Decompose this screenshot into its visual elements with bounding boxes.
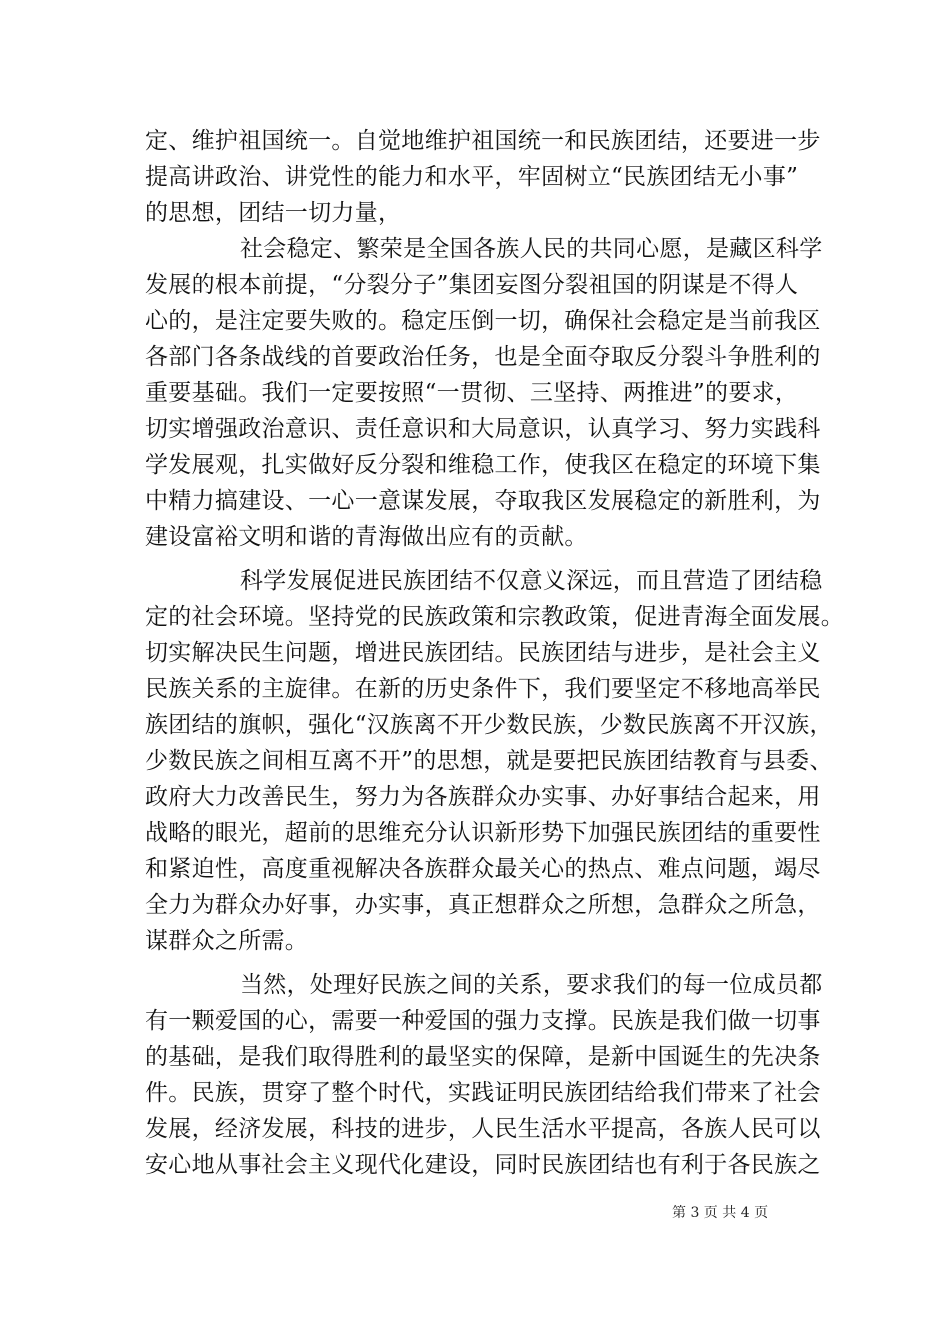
text-line: 提高讲政治、讲党性的能力和水平，牢固树立“民族团结无小事” [145,164,799,190]
text-line: 政府大力改善民生，努力为各族群众办实事、办好事结合起来，用 [145,784,821,810]
text-line: 切实增强政治意识、责任意识和大局意识，认真学习、努力实践科 [145,416,821,442]
text-line: 中精力搞建设、一心一意谋发展，夺取我区发展稳定的新胜利，为 [145,488,821,514]
text-line: 民族关系的主旋律。在新的历史条件下，我们要坚定不移地高举民 [145,676,821,702]
text-line: 各部门各条战线的首要政治任务，也是全面夺取反分裂斗争胜利的 [145,344,821,370]
text-line: 心的，是注定要失败的。稳定压倒一切，确保社会稳定是当前我区 [145,308,821,334]
text-line: 的基础，是我们取得胜利的最坚实的保障，是新中国诞生的先决条 [145,1044,821,1070]
text-line: 有一颗爱国的心，需要一种爱国的强力支撑。民族是我们做一切事 [145,1008,821,1034]
text-line: 的思想，团结一切力量， [145,200,402,226]
text-line: 建设富裕文明和谐的青海做出应有的贡献。 [145,524,588,550]
text-line: 定的社会环境。坚持党的民族政策和宗教政策，促进青海全面发展。 [145,604,844,630]
text-line: 社会稳定、繁荣是全国各族人民的共同心愿，是藏区科学 [240,236,823,262]
text-line: 谋群众之所需。 [145,928,309,954]
text-line: 发展的根本前提，“分裂分子”集团妄图分裂祖国的阴谋是不得人 [145,272,799,298]
text-line: 当然，处理好民族之间的关系，要求我们的每一位成员都 [240,972,823,998]
text-line: 学发展观，扎实做好反分裂和维稳工作，使我区在稳定的环境下集 [145,452,821,478]
text-line: 族团结的旗帜，强化“汉族离不开少数民族，少数民族离不开汉族， [145,712,833,738]
text-line: 件。民族，贯穿了整个时代，实践证明民族团结给我们带来了社会 [145,1080,821,1106]
text-line: 切实解决民生问题，增进民族团结。民族团结与进步，是社会主义 [145,640,821,666]
text-line: 科学发展促进民族团结不仅意义深远，而且营造了团结稳 [240,568,823,594]
page-number-footer: 第 3 页 共 4 页 [672,1205,769,1221]
text-line: 少数民族之间相互离不开”的思想，就是要把民族团结教育与县委、 [145,748,833,774]
text-line: 和紧迫性，高度重视解决各族群众最关心的热点、难点问题，竭尽 [145,856,821,882]
text-line: 发展，经济发展，科技的进步，人民生活水平提高，各族人民可以 [145,1116,821,1142]
text-line: 重要基础。我们一定要按照“一贯彻、三坚持、两推进”的要求， [145,380,799,406]
text-line: 全力为群众办好事，办实事，真正想群众之所想，急群众之所急， [145,892,821,918]
text-line: 战略的眼光，超前的思维充分认识新形势下加强民族团结的重要性 [145,820,821,846]
text-line: 定、维护祖国统一。自觉地维护祖国统一和民族团结，还要进一步 [145,128,821,154]
text-line: 安心地从事社会主义现代化建设，同时民族团结也有利于各民族之 [145,1152,821,1178]
